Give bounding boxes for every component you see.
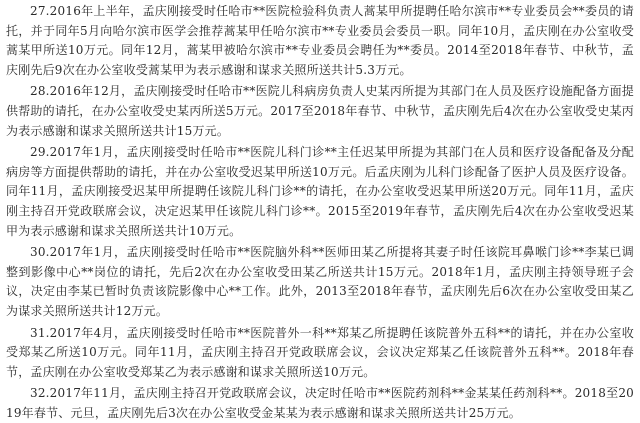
paragraph-30: 30.2017年1月，孟庆刚接受时任哈市**医院脑外科**医师田某乙所提将其妻子时任该院耳鼻喉门诊**李某已调整到影像中心**岗位的请托，先后2次在办公室收受田某乙所送共计15万元。2018年1月，孟庆刚主持领导班子会议，决定由李某已暂时负责该院影像中心**工作。此外，2013至2018年春节，孟庆刚先后6次在办公室收受田某乙为谋求关照所送共计12万元。 <box>6 245 634 318</box>
paragraph-29: 29.2017年1月，孟庆刚接受时任哈市**医院儿科门诊**主任迟某甲所提为其部门在人员和医疗设备配备及分配病房等方面提供帮助的请托，并在办公室收受迟某甲所送10万元。后孟庆刚为儿科门诊配备了医护人员及医疗设备。同年11月，孟庆刚接受迟某甲所提聘任该院儿科门诊**的请托，在办公室收受迟某甲所送20万元。同年11月，孟庆刚主持召开党政联席会议，决定迟某甲任该院儿科门诊**。2015至2019年春节，孟庆刚先后4次在办公室收受迟某甲为表示感谢和谋求关照所送共计10万元。 <box>6 145 634 238</box>
paragraph-27: 27.2016年上半年，孟庆刚接受时任哈市**医院检验科负责人蒿某甲所提聘任哈尔滨市**专业委员会**委员的请托，并于同年5月向哈尔滨市医学会推荐蒿某甲任哈尔滨市**专业委员会委员一职。同年10月，孟庆刚在办公室收受蒿某甲所送10万元。同年12月，蒿某甲被哈尔滨市**专业委员会聘任为**委员。2014至2018年春节、中秋节，孟庆刚先后9次在办公室收受蒿某甲为表示感谢和谋求关照所送共计5.3万元。 <box>6 4 634 77</box>
paragraph-32: 32.2017年11月，孟庆刚主持召开党政联席会议，决定时任哈市**医院药剂科**金某某任药剂科**。2018至2019年春节、元旦，孟庆刚先后3次在办公室收受金某某为表示感谢和谋求关照所送共计25万元。 <box>6 386 634 420</box>
paragraph-28: 28.2016年12月，孟庆刚接受时任哈市**医院儿科病房负责人史某丙所提为其部门在人员及医疗设施配备方面提供帮助的请托，在办公室收受史某丙所送5万元。2017至2018年春节、中秋节，孟庆刚先后4次在办公室收受史某丙为表示感谢和谋求关照所送共计15万元。 <box>6 84 634 138</box>
paragraph-31: 31.2017年4月，孟庆刚接受时任哈市**医院普外一科**郑某乙所提聘任该院普外五科**的请托，并在办公室收受郑某乙所送10万元。同年11月，孟庆刚主持召开党政联席会议，会议决定郑某乙任该院普外五科**。2018年春节，孟庆刚在办公室收受郑某乙为表示感谢和谋求关照所送10万元。 <box>6 325 634 379</box>
